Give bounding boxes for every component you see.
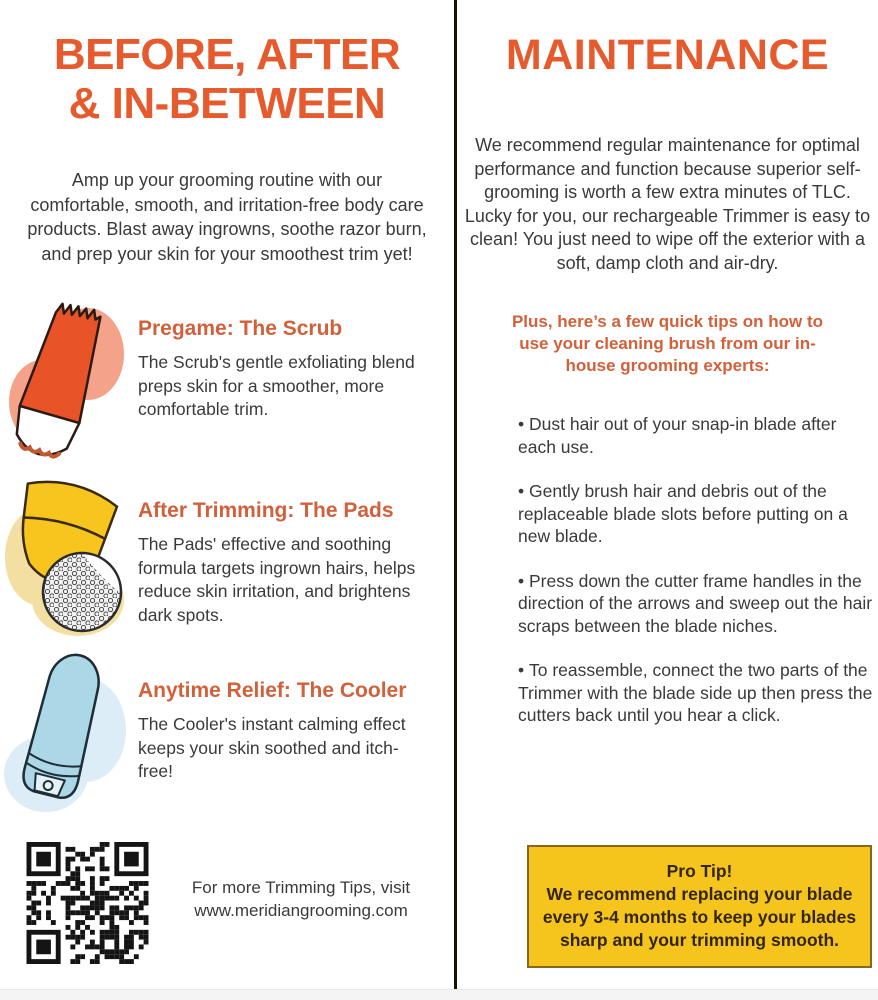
title-line-1: BEFORE, AFTER <box>53 30 401 79</box>
left-column-title <box>0 30 454 128</box>
footer-caption <box>166 876 436 964</box>
tip-item-reassemble: • To reassemble, connect the two parts of the Trimmer with the blade side up then press the cutters back until you hear a click. <box>518 659 874 727</box>
maintenance-column <box>457 0 878 1000</box>
product-item-pads <box>0 472 454 648</box>
product-text-pads <box>132 472 454 648</box>
maintenance-intro-paragraph: We recommend regular maintenance for optimal performance and function because superior self-grooming is worth a few extra minutes of TLC. Lucky for you, our rechargeable Trimmer is easy to clean! You just need to wipe off the exterior with a soft, damp cloth and air-dry. <box>464 135 871 273</box>
tip-item-dust-blade: • Dust hair out of your snap-in blade after each use. <box>518 413 874 458</box>
title-line-2: & IN-BETWEEN <box>68 79 386 128</box>
product-text-cooler <box>132 652 454 828</box>
maintenance-tips-list <box>518 413 874 749</box>
tip-item-brush-slots: • Gently brush hair and debris out of the replaceable blade slots before putting on a new blade. <box>518 480 874 548</box>
product-heading-cooler: Anytime Relief: The Cooler <box>138 679 407 702</box>
product-description-cooler: The Cooler's instant calming effect keeps your skin soothed and itch-free! <box>138 714 406 781</box>
pads-jar-icon <box>0 472 132 648</box>
product-text-scrub <box>132 290 454 466</box>
pro-tip-title: Pro Tip! <box>666 861 733 881</box>
footer-row <box>0 842 454 964</box>
qr-code <box>25 842 150 964</box>
tips-intro-paragraph: Plus, here’s a few quick tips on how to use your cleaning brush from our in-house grooming experts: <box>511 312 824 375</box>
left-intro-paragraph: Amp up your grooming routine with our comfortable, smooth, and irritation-free body care products. Blast away ingrowns, soothe razor burn, and prep your skin for your smoothest trim yet! <box>27 170 427 264</box>
product-heading-scrub: Pregame: The Scrub <box>138 317 343 340</box>
product-description-scrub: The Scrub's gentle exfoliating blend preps skin for a smoother, more comfortable trim. <box>138 352 415 419</box>
footer-caption-line1: For more Trimming Tips, visit <box>191 878 411 897</box>
product-item-cooler <box>0 652 454 828</box>
tip-item-press-handles: • Press down the cutter frame handles in the direction of the arrows and sweep out the hair scraps between the blade niches. <box>518 570 874 638</box>
right-column-title: MAINTENANCE <box>505 31 830 79</box>
product-description-pads: The Pads' effective and soothing formula targets ingrown hairs, helps reduce skin irritation, and brightens dark spots. <box>138 534 416 625</box>
pro-tip-box <box>527 845 872 968</box>
product-heading-pads: After Trimming: The Pads <box>138 499 394 522</box>
bottom-edge-strip <box>0 989 878 1000</box>
product-item-scrub <box>0 290 454 466</box>
website-url: www.meridiangrooming.com <box>194 901 408 920</box>
scrub-tube-icon <box>0 290 132 466</box>
pro-tip-body: We recommend replacing your blade every 3-4 months to keep your blades sharp and your trimming smooth. <box>542 884 857 950</box>
cooler-spray-icon <box>0 652 132 828</box>
